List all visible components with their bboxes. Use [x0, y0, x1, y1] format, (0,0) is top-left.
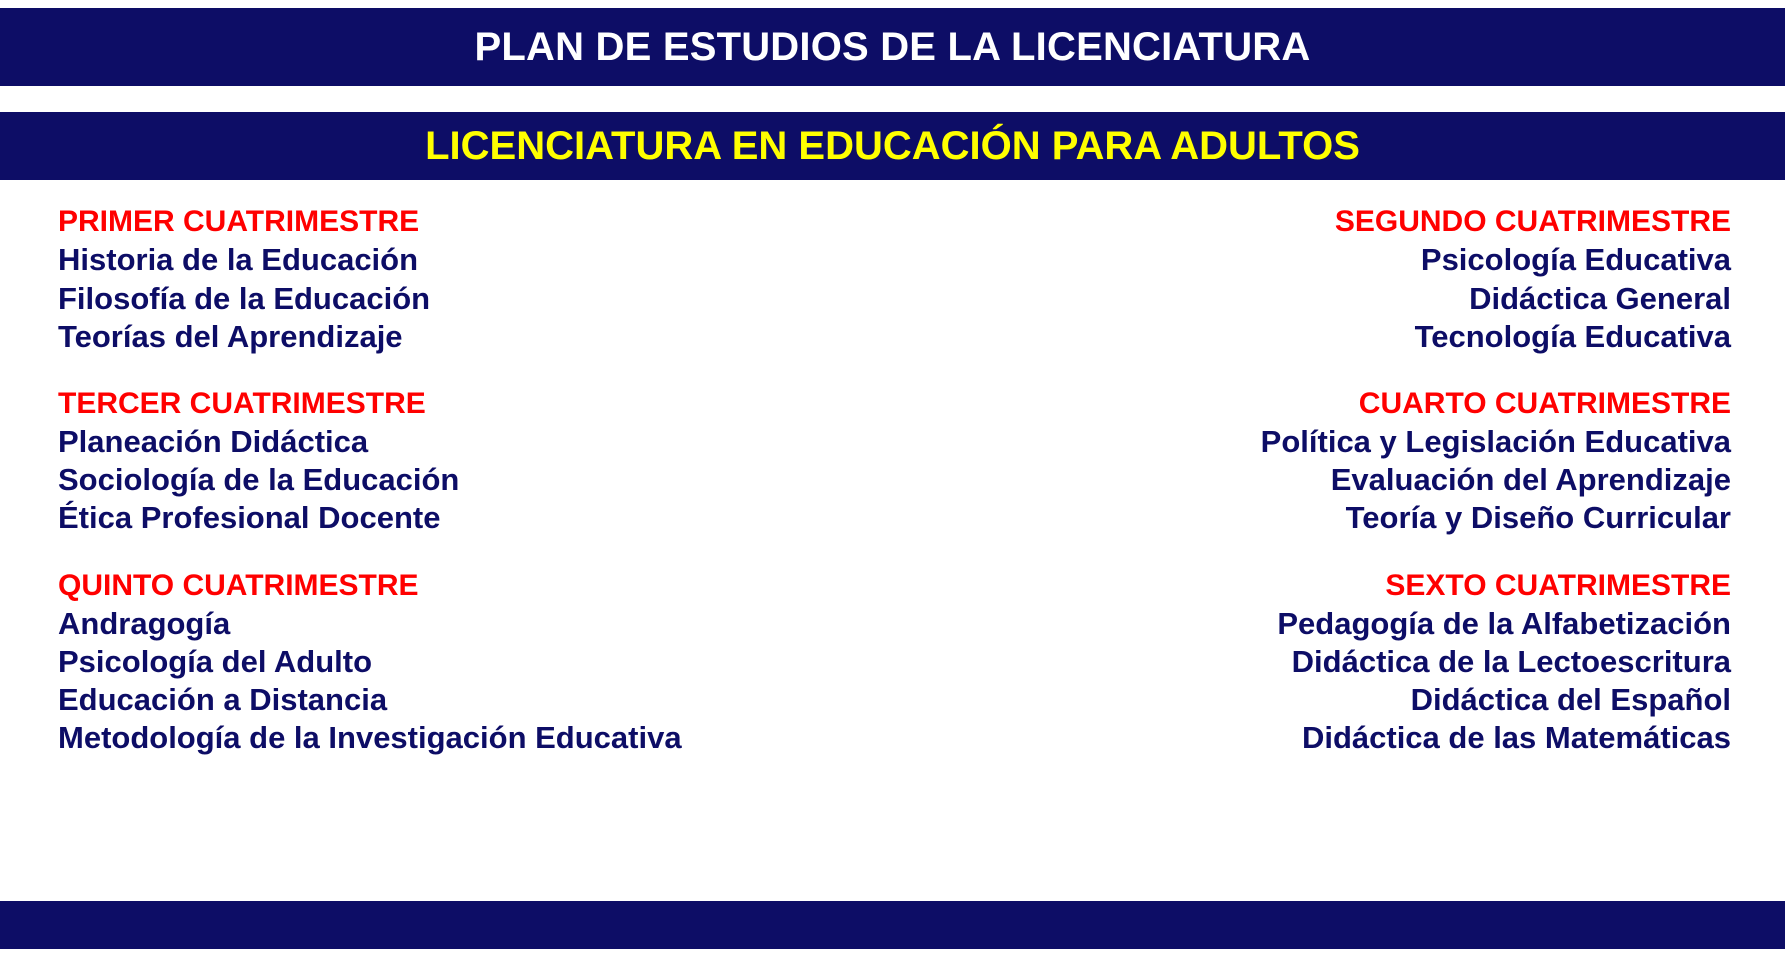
term-heading: PRIMER CUATRIMESTRE: [58, 205, 420, 238]
course-item: Andragogía: [58, 605, 231, 641]
course-item: Didáctica del Español: [1410, 682, 1731, 718]
course-item: Filosofía de la Educación: [58, 280, 431, 316]
banner-separator: [0, 86, 1785, 112]
term-block: [58, 386, 893, 538]
course-item: Sociología de la Educación: [58, 462, 460, 498]
right-column: [893, 204, 1758, 787]
course-item: Didáctica General: [1469, 280, 1731, 316]
term-heading: SEXTO CUATRIMESTRE: [1385, 568, 1731, 602]
course-item: Ética Profesional Docente: [58, 500, 441, 536]
term-heading: QUINTO CUATRIMESTRE: [58, 568, 419, 602]
course-item: Política y Legislación Educativa: [1260, 424, 1731, 460]
course-item: Pedagogía de la Alfabetización: [1277, 605, 1731, 641]
term-block: [893, 568, 1732, 758]
study-plan-page: [0, 8, 1785, 959]
course-item: Educación a Distancia: [58, 682, 388, 718]
course-item: Teoría y Diseño Curricular: [1345, 500, 1731, 536]
degree-name: LICENCIATURA EN EDUCACIÓN PARA ADULTOS: [425, 123, 1360, 168]
term-heading: CUARTO CUATRIMESTRE: [1358, 386, 1731, 420]
course-item: Historia de la Educación: [58, 242, 419, 278]
course-item: Metodología de la Investigación Educativa: [58, 720, 682, 756]
term-heading: SEGUNDO CUATRIMESTRE: [1334, 205, 1731, 238]
course-item: Tecnología Educativa: [1414, 318, 1731, 354]
term-block: [893, 204, 1732, 356]
course-item: Psicología del Adulto: [58, 644, 373, 680]
left-column: [28, 204, 893, 787]
term-block: [58, 568, 893, 758]
course-item: Didáctica de la Lectoescritura: [1291, 644, 1731, 680]
footer-banner: [0, 901, 1785, 949]
title-banner: [0, 8, 1785, 86]
term-heading: TERCER CUATRIMESTRE: [58, 386, 426, 420]
course-item: Psicología Educativa: [1420, 242, 1731, 278]
course-item: Planeación Didáctica: [58, 424, 369, 460]
page-title: PLAN DE ESTUDIOS DE LA LICENCIATURA: [474, 24, 1311, 69]
subtitle-banner: [0, 112, 1785, 180]
terms-grid: [0, 180, 1785, 787]
term-block: [58, 204, 893, 356]
course-item: Didáctica de las Matemáticas: [1301, 720, 1731, 756]
course-item: Evaluación del Aprendizaje: [1330, 462, 1731, 498]
term-block: [893, 386, 1732, 538]
course-item: Teorías del Aprendizaje: [58, 318, 403, 354]
